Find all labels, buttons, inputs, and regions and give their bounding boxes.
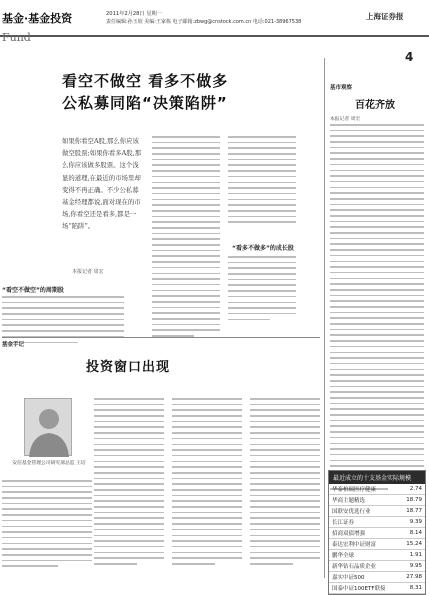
fund-name: 国联安优选行业	[329, 506, 399, 517]
table-row	[329, 484, 425, 495]
editor-line: 责任编辑:孙玉姣 美编:王家栋 电子邮箱:zbwg@cnstock.com.cn 电话:021-38967538	[106, 19, 302, 25]
fund-size: 1.91	[399, 550, 425, 561]
sidebar-title: 百花齐放	[355, 100, 395, 111]
fund-name: 嘉实中证500	[329, 572, 399, 583]
table-row	[329, 583, 425, 594]
sidebar-label: 基市观察	[330, 85, 353, 91]
fund-name: 华泰柏瑞医疗健康	[329, 484, 399, 495]
fund-size-table	[328, 470, 426, 595]
fund-size: 18.79	[399, 495, 425, 506]
subhead-cyclical: “看空不做空”的周期股	[2, 287, 64, 294]
table-row	[329, 517, 425, 528]
section-title: 基金·基金投资	[2, 12, 73, 25]
page-number: 4	[405, 50, 414, 64]
fund-name: 泰达宏利中证财富	[329, 539, 399, 550]
headline-line-1: 看空不做空 看多不做多	[62, 72, 229, 90]
newspaper-logo: 上海证券报	[366, 12, 404, 21]
sidebar-author: 本报记者 周宏	[330, 117, 361, 122]
body-column-3	[228, 136, 296, 227]
body-column-7	[172, 398, 242, 569]
page-tag: Fund	[2, 31, 31, 44]
table-row	[329, 539, 425, 550]
article-lead: 如果你看空A股,那么你应该做空股票;如果你看多A股,那么你应该做多股票。这个浅显的道理,在最近的市场里却变得不再正确。不少公私募基金经理都说,面对现在的市场,你看空还是看多,都是一场“陷阱”。	[62, 137, 142, 231]
fund-name: 鹏华全球	[329, 550, 399, 561]
fund-size: 18.77	[399, 506, 425, 517]
table-row	[329, 528, 425, 539]
fund-name: 招商双债增强	[329, 528, 399, 539]
article-headline: 投资窗口出现	[86, 360, 171, 375]
fund-name: 华商主题精选	[329, 495, 399, 506]
column-label: 基金手记	[2, 342, 25, 348]
fund-size: 9.39	[399, 517, 425, 528]
body-column-5	[2, 480, 92, 571]
issue-date: 2011年2月28日 星期一	[106, 11, 162, 17]
masthead	[0, 7, 429, 64]
table-row	[329, 572, 425, 583]
table-row	[329, 561, 425, 572]
table-row	[329, 506, 425, 517]
body-column-8	[250, 398, 320, 569]
body-column-6	[94, 398, 164, 569]
table-row	[329, 495, 425, 506]
fund-name: 国泰中证100ETF联接	[329, 583, 399, 594]
table-row	[329, 550, 425, 561]
fund-size: 27.98	[399, 572, 425, 583]
fund-table-title: 最近成立的十支基金实际规模	[329, 471, 425, 484]
subhead-growth: “看多不做多”的成长股	[232, 245, 294, 252]
fund-size: 2.74	[399, 484, 425, 495]
fund-name: 长江证券	[329, 517, 399, 528]
fund-name: 新华钻石品质企业	[329, 561, 399, 572]
fund-size: 9.95	[399, 561, 425, 572]
author-byline: 安信基金管理公司研究部总监 王培	[12, 461, 86, 466]
headline-line-2: 公私募同陷“决策陷阱”	[62, 94, 228, 112]
fund-size: 8.14	[399, 528, 425, 539]
sidebar-body	[330, 124, 424, 494]
body-column-3b	[228, 256, 296, 324]
fund-size: 8.31	[399, 583, 425, 594]
author-photo	[24, 398, 72, 456]
article-author: 本报记者 周宏	[72, 269, 104, 275]
body-column-2	[152, 136, 220, 341]
section-divider	[2, 337, 320, 338]
sidebar-divider	[324, 58, 325, 578]
fund-size: 15.24	[399, 539, 425, 550]
